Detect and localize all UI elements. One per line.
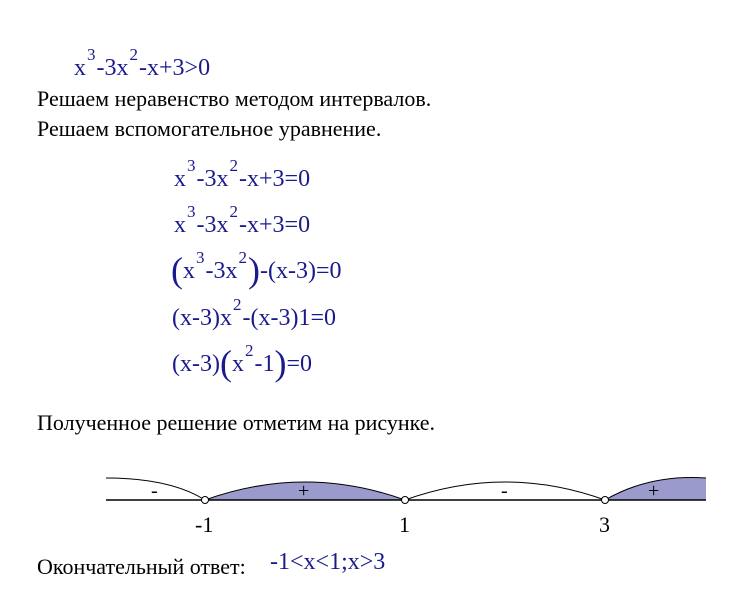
equation-3: $(x^3-3x^2)-(x-3)=0$ <box>171 248 342 290</box>
point-label-1: 1 <box>399 512 410 537</box>
equation-2: $x^3-3x^2-x+3=0$ <box>174 202 311 238</box>
point-marker <box>602 497 609 504</box>
equation-1: $x^3-3x^2-x+3=0$ <box>174 156 311 192</box>
sign-interval-4: + <box>648 480 660 502</box>
sign-interval-1: - <box>151 480 158 502</box>
text-aux-equation: Решаем вспомогательное уравнение. <box>37 116 382 141</box>
point-marker <box>202 497 209 504</box>
inequality: $x^3-3x^2-x+3>0$ <box>74 45 211 81</box>
text-method: Решаем неравенство методом интервалов. <box>37 86 432 111</box>
sign-interval-2: + <box>298 480 310 502</box>
number-line-figure <box>0 460 744 540</box>
answer-value: -1<x<1;x>3 <box>270 549 386 575</box>
point-label-minus-1: -1 <box>195 512 214 537</box>
answer-label: Окончательный ответ: <box>37 554 246 579</box>
text-figure: Полученное решение отметим на рисунке. <box>37 410 436 435</box>
equation-4: $(x-3)x^2-(x-3)1=0$ <box>172 295 336 331</box>
equation-5: $(x-3)(x^2-1)=0$ <box>172 341 313 383</box>
point-marker <box>402 497 409 504</box>
point-label-3: 3 <box>599 512 610 537</box>
sign-interval-3: - <box>501 480 508 502</box>
